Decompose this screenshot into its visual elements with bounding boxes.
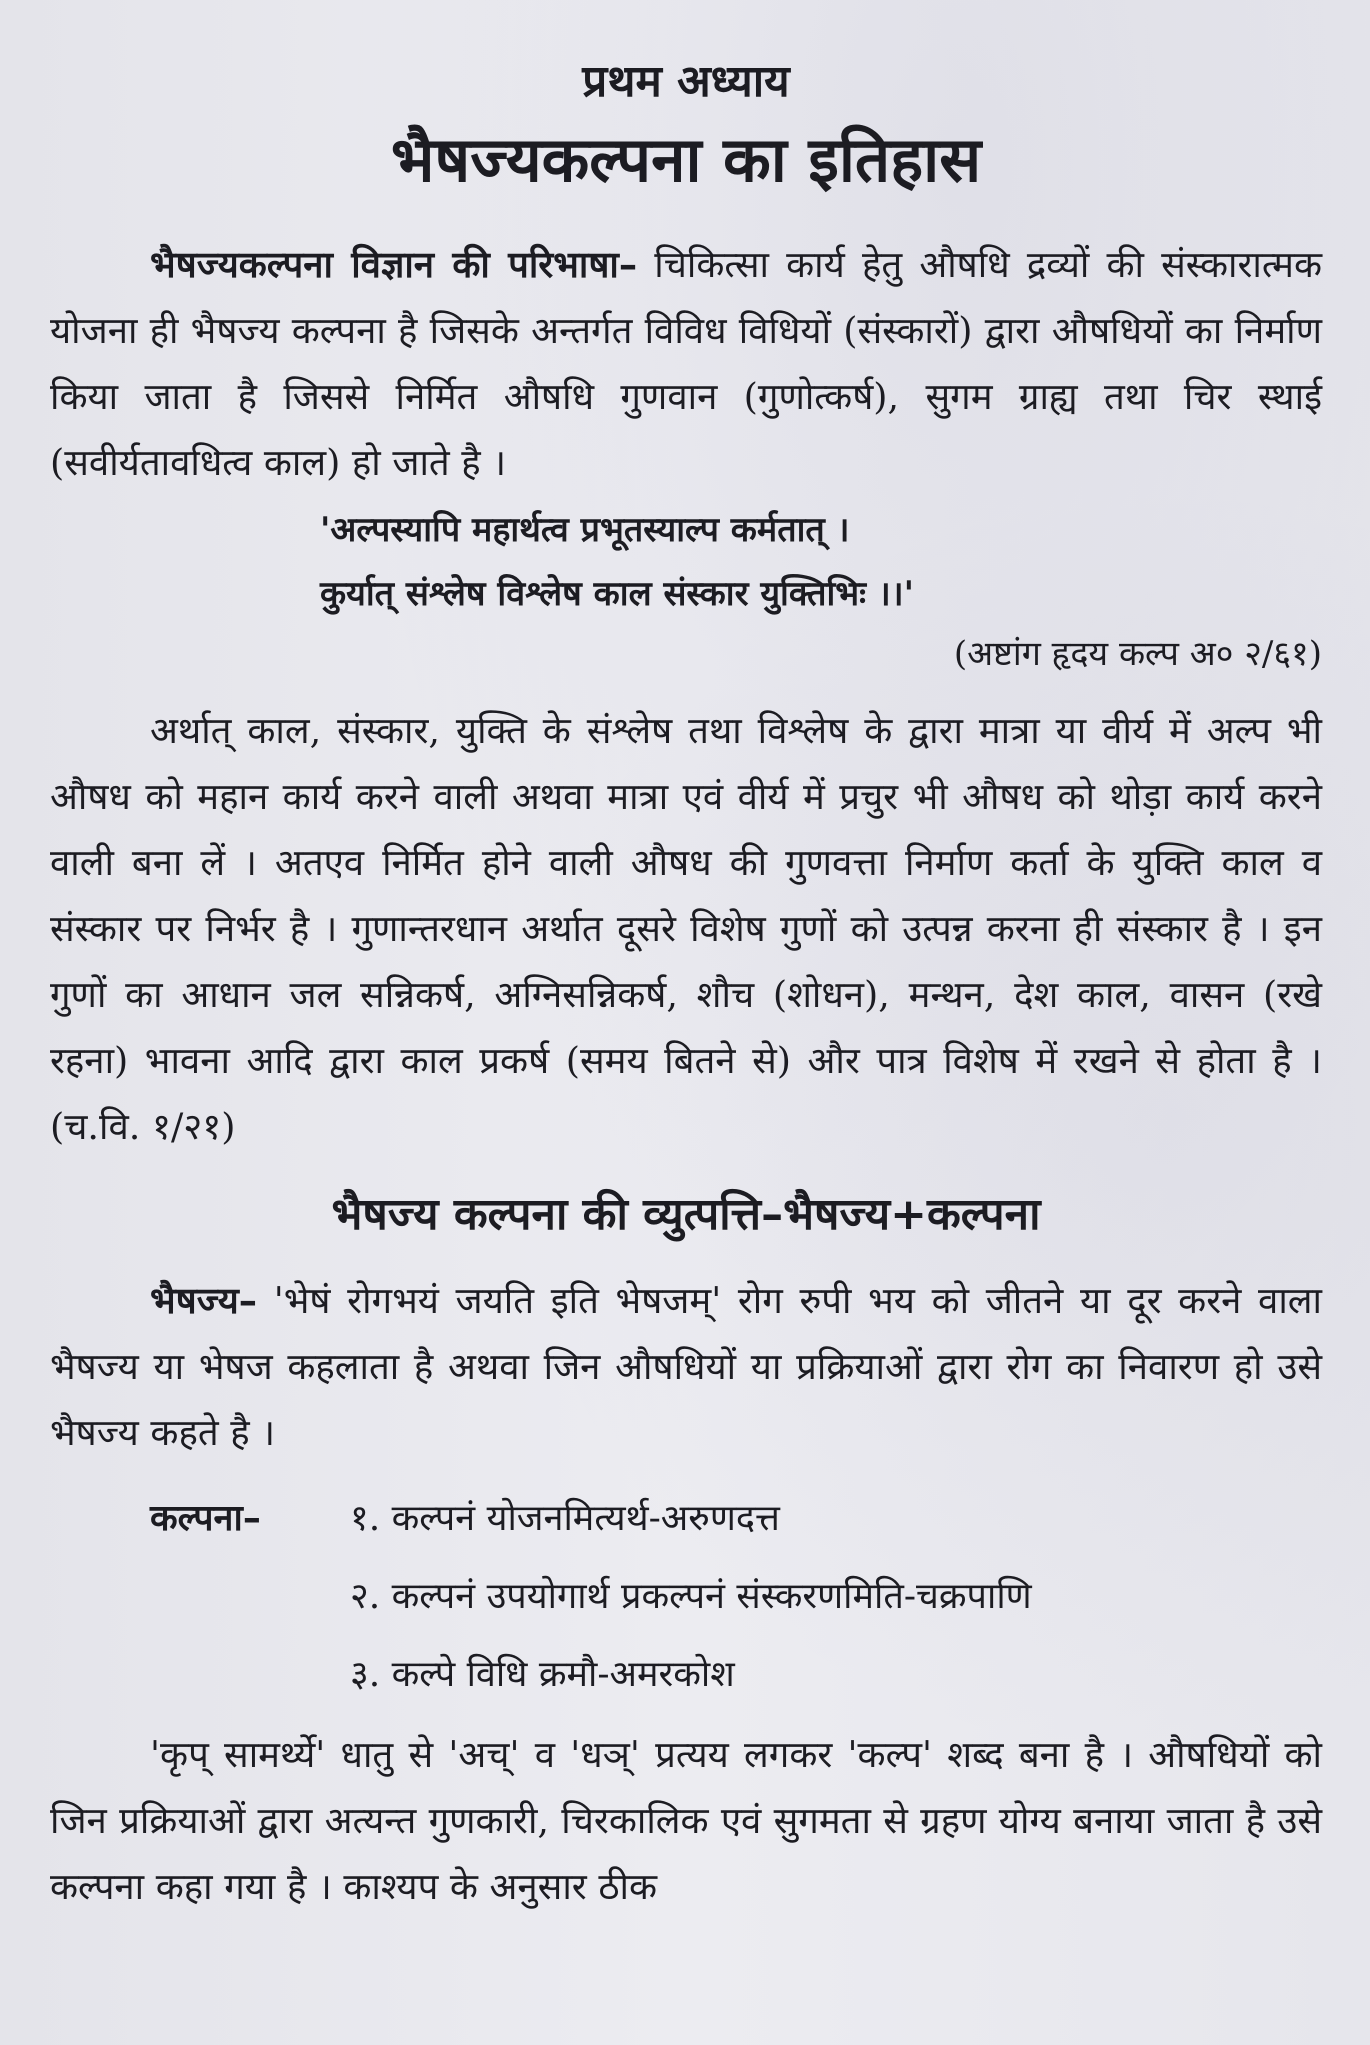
kalpana-item bbox=[50, 1566, 1322, 1628]
verse-line-2: कुर्यात् संश्लेष विश्लेष काल संस्कार युक्तिभिः ।।' bbox=[320, 574, 915, 614]
kalpana-item-text: २. कल्पनं उपयोगार्थ प्रकल्पनं संस्करणमिति-चक्रपाणि bbox=[350, 1576, 1032, 1617]
verse-line-1: 'अल्पस्यापि महार्थत्व प्रभूतस्याल्प कर्मतात् । bbox=[320, 510, 850, 550]
kalpana-item-text: १. कल्पनं योजनमित्यर्थ-अरुणदत्त bbox=[350, 1498, 780, 1539]
page-title: भैषज्यकल्पना का इतिहास bbox=[390, 123, 982, 196]
bhaishajya-paragraph bbox=[50, 1268, 1322, 1466]
bhaishajya-lead: भैषज्य– bbox=[150, 1279, 258, 1322]
verse-citation: (अष्टांग हृदय कल्प अ० २/६१) bbox=[953, 634, 1322, 674]
kalpana-paragraph: 'कृप् सामर्थ्ये' धातु से 'अच्' व 'धञ्' प्रत्यय लगकर 'कल्प' शब्द बना है । औषधियों को जिन प्रक्रियाओं द्वारा अत्यन्त गुणकारी, चिरकालिक एवं सुगमता से ग्रहण योग्य बनाया जाता है उसे कल्पना कहा गया है । काश्यप के अनुसार ठीक bbox=[50, 1733, 1323, 1908]
kalpana-label: कल्पना– bbox=[150, 1498, 261, 1539]
chapter-label: प्रथम अध्याय bbox=[582, 56, 790, 107]
bhaishajya-text: 'भेषं रोगभयं जयति इति भेषजम्' रोग रुपी भय को जीतने या दूर करने वाला भैषज्य या भेषज कहलाता है अथवा जिन औषधियों या प्रक्रियाओं द्वारा रोग का निवारण हो उसे भैषज्य कहते है । bbox=[50, 1279, 1322, 1454]
definition-text: चिकित्सा कार्य हेतु औषधि द्रव्यों की संस्कारात्मक योजना ही भैषज्य कल्पना है जिसके अन्तर्गत विविध विधियों (संस्कारों) द्वारा औषधियों का निर्माण किया जाता है जिससे निर्मित औषधि गुणवान (गुणोत्कर्ष), सुगम ग्राह्य तथा चिर स्थाई (सवीर्यतावधित्व काल) हो जाते है । bbox=[50, 243, 1322, 484]
kalpana-item-text: ३. कल्पे विधि क्रमौ-अमरकोश bbox=[350, 1654, 735, 1695]
definition-lead: भैषज्यकल्पना विज्ञान की परिभाषा– bbox=[150, 243, 638, 286]
kalpana-item bbox=[50, 1644, 1322, 1706]
definition-paragraph bbox=[50, 232, 1322, 496]
section-heading: भैषज्य कल्पना की व्युत्पत्ति–भैषज्य+कल्पना bbox=[331, 1189, 1041, 1240]
explanation-paragraph: अर्थात् काल, संस्कार, युक्ति के संश्लेष तथा विश्लेष के द्वारा मात्रा या वीर्य में अल्प भी औषध को महान कार्य करने वाली अथवा मात्रा एवं वीर्य में प्रचुर भी औषध को थोड़ा कार्य करने वाली बना लें । अतएव निर्मित होने वाली औषध की गुणवत्ता निर्माण कर्ता के युक्ति काल व संस्कार पर निर्भर है । गुणान्तरधान अर्थात दूसरे विशेष गुणों को उत्पन्न करना ही संस्कार है । इन गुणों का आधान जल सन्निकर्ष, अग्निसन्निकर्ष, शौच (शोधन), मन्थन, देश काल, वासन (रखे रहना) भावना आदि द्वारा काल प्रकर्ष (समय बितने से) और पात्र विशेष में रखने से होता है । (च.वि. १/२१) bbox=[50, 709, 1322, 1148]
kalpana-item bbox=[50, 1488, 1322, 1550]
